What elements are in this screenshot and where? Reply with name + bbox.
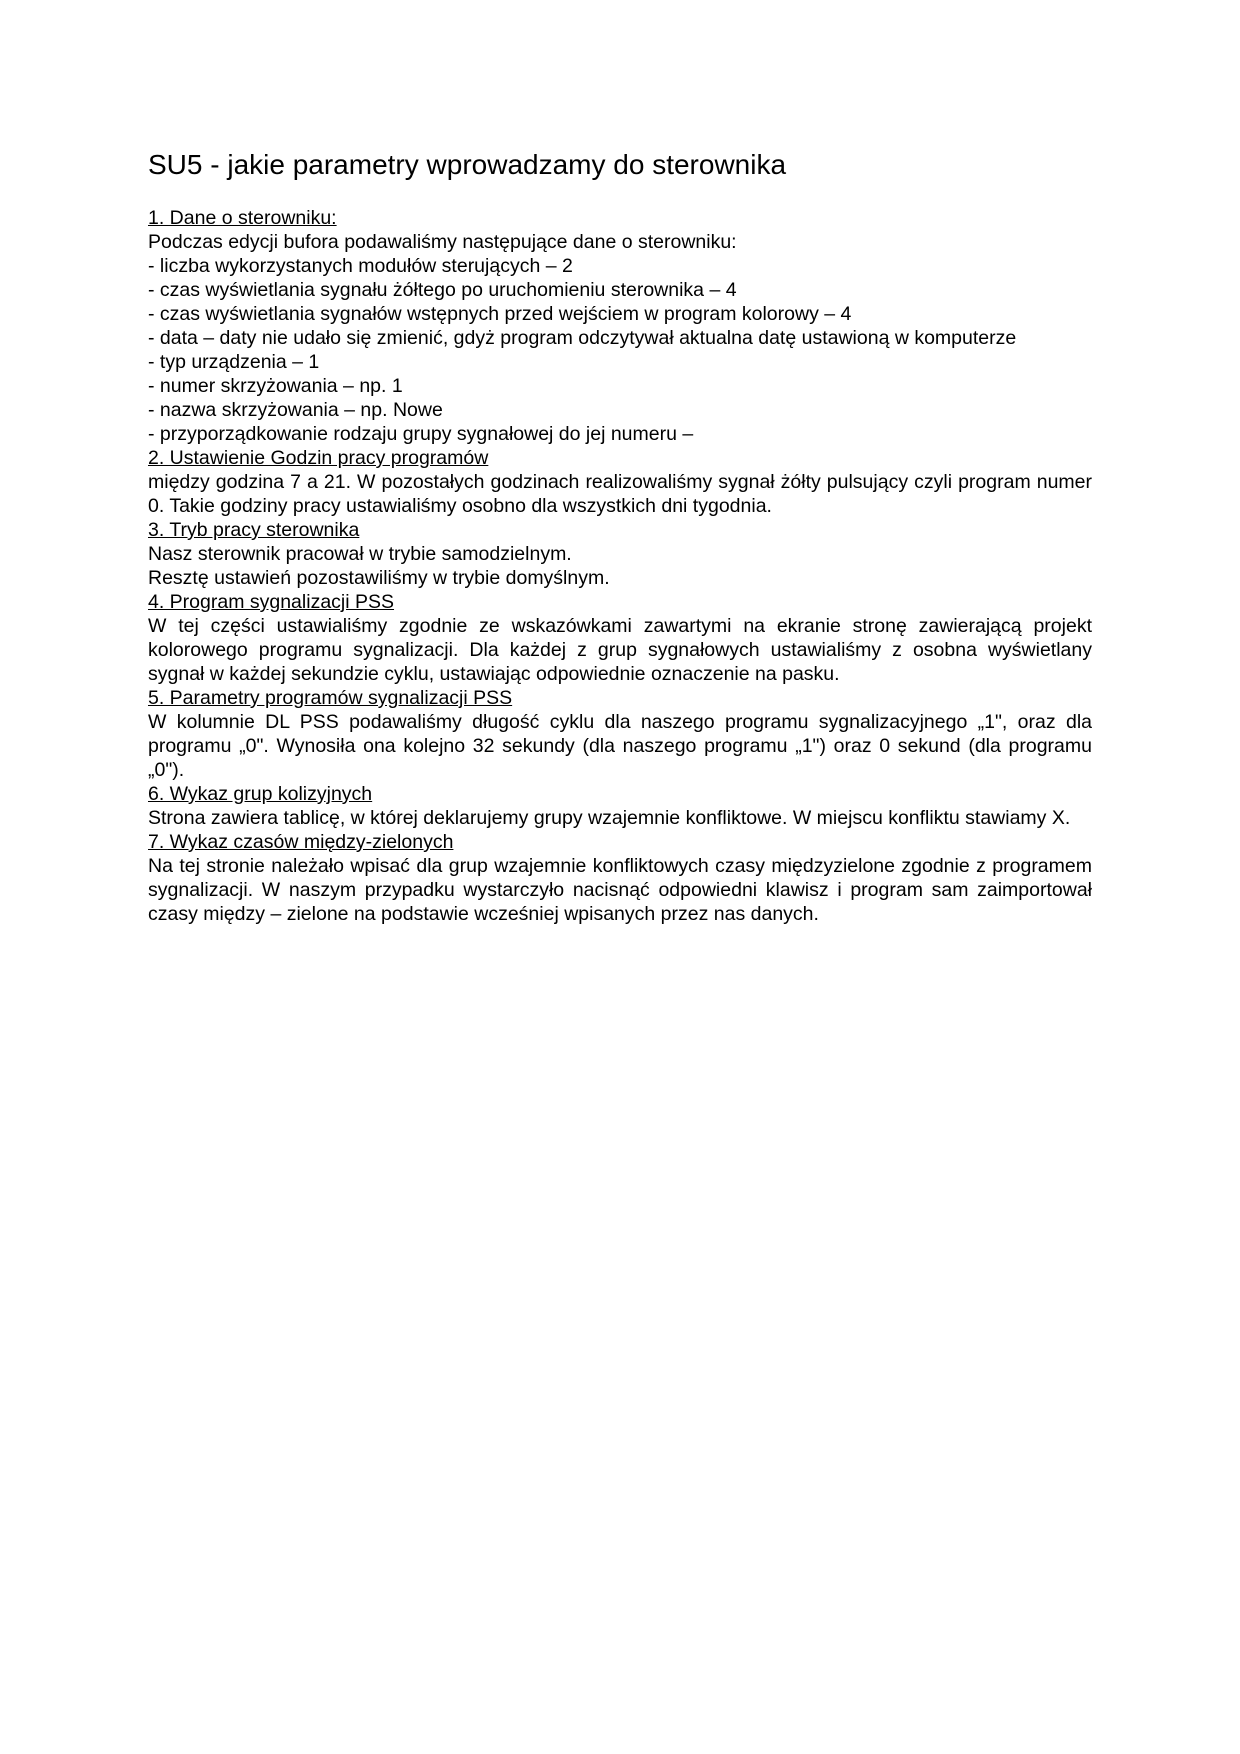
- section-heading: 4. Program sygnalizacji PSS: [148, 591, 395, 613]
- list-item: - czas wyświetlania sygnałów wstępnych przed wejściem w program kolorowy – 4: [148, 303, 852, 325]
- section-intro: Podczas edycji bufora podawaliśmy następujące dane o sterowniku:: [148, 231, 737, 253]
- list-item: - czas wyświetlania sygnału żółtego po uruchomieniu sterownika – 4: [148, 279, 737, 301]
- section-controller-data: [148, 206, 1092, 446]
- page-title: SU5 - jakie parametry wprowadzamy do sterownika: [148, 149, 787, 180]
- section-paragraph: W tej części ustawialiśmy zgodnie ze wskazówkami zawartymi na ekranie stronę zawierającą projekt kolorowego programu sygnalizacji. Dla każdej z grup sygnałowych ustawialiśmy z osobna wyświetlany sygnał w każdej sekundzie cyklu, ustawiając odpowiednie oznaczenie na pasku.: [148, 615, 1092, 685]
- list-item: - liczba wykorzystanych modułów sterujących – 2: [148, 255, 573, 277]
- section-paragraph: W kolumnie DL PSS podawaliśmy długość cyklu dla naszego programu sygnalizacyjnego „1", oraz dla programu „0". Wynosiła ona kolejno 32 sekundy (dla naszego programu „1") oraz 0 sekund (dla programu „0").: [148, 711, 1092, 781]
- section-heading: 2. Ustawienie Godzin pracy programów: [148, 447, 489, 469]
- section-program-parameters: [148, 686, 1092, 782]
- section-heading: 3. Tryb pracy sterownika: [148, 519, 360, 541]
- section-paragraph: Strona zawiera tablicę, w której deklarujemy grupy wzajemnie konfliktowe. W miejscu konfliktu stawiamy X.: [148, 807, 1071, 829]
- section-paragraph: między godzina 7 a 21. W pozostałych godzinach realizowaliśmy sygnał żółty pulsujący czyli program numer 0. Takie godziny pracy ustawialiśmy osobno dla wszystkich dni tygodnia.: [148, 471, 1092, 517]
- section-paragraph: Nasz sterownik pracował w trybie samodzielnym.: [148, 543, 572, 565]
- list-item: - numer skrzyżowania – np. 1: [148, 375, 403, 397]
- section-paragraph: Resztę ustawień pozostawiliśmy w trybie domyślnym.: [148, 567, 610, 589]
- section-heading: 7. Wykaz czasów między-zielonych: [148, 831, 454, 853]
- section-heading: 5. Parametry programów sygnalizacji PSS: [148, 687, 513, 709]
- section-operating-mode: [148, 518, 1092, 590]
- section-paragraph: Na tej stronie należało wpisać dla grup wzajemnie konfliktowych czasy międzyzielone zgodnie z programem sygnalizacji. W naszym przypadku wystarczyło nacisnąć odpowiedni klawisz i program sam zaimportował czasy między – zielone na podstawie wcześniej wpisanych przez nas danych.: [148, 855, 1092, 925]
- section-heading: 6. Wykaz grup kolizyjnych: [148, 783, 373, 805]
- section-heading: 1. Dane o sterowniku:: [148, 207, 337, 229]
- section-intergreen-times: [148, 830, 1092, 926]
- section-conflict-groups: [148, 782, 1092, 830]
- list-item: - przyporządkowanie rodzaju grupy sygnałowej do jej numeru –: [148, 423, 694, 445]
- section-working-hours: [148, 446, 1092, 518]
- list-item: - data – daty nie udało się zmienić, gdyż program odczytywał aktualna datę ustawioną w komputerze: [148, 327, 1017, 349]
- list-item: - nazwa skrzyżowania – np. Nowe: [148, 399, 443, 421]
- list-item: - typ urządzenia – 1: [148, 351, 320, 373]
- document-page: [148, 146, 1092, 926]
- section-signal-program: [148, 590, 1092, 686]
